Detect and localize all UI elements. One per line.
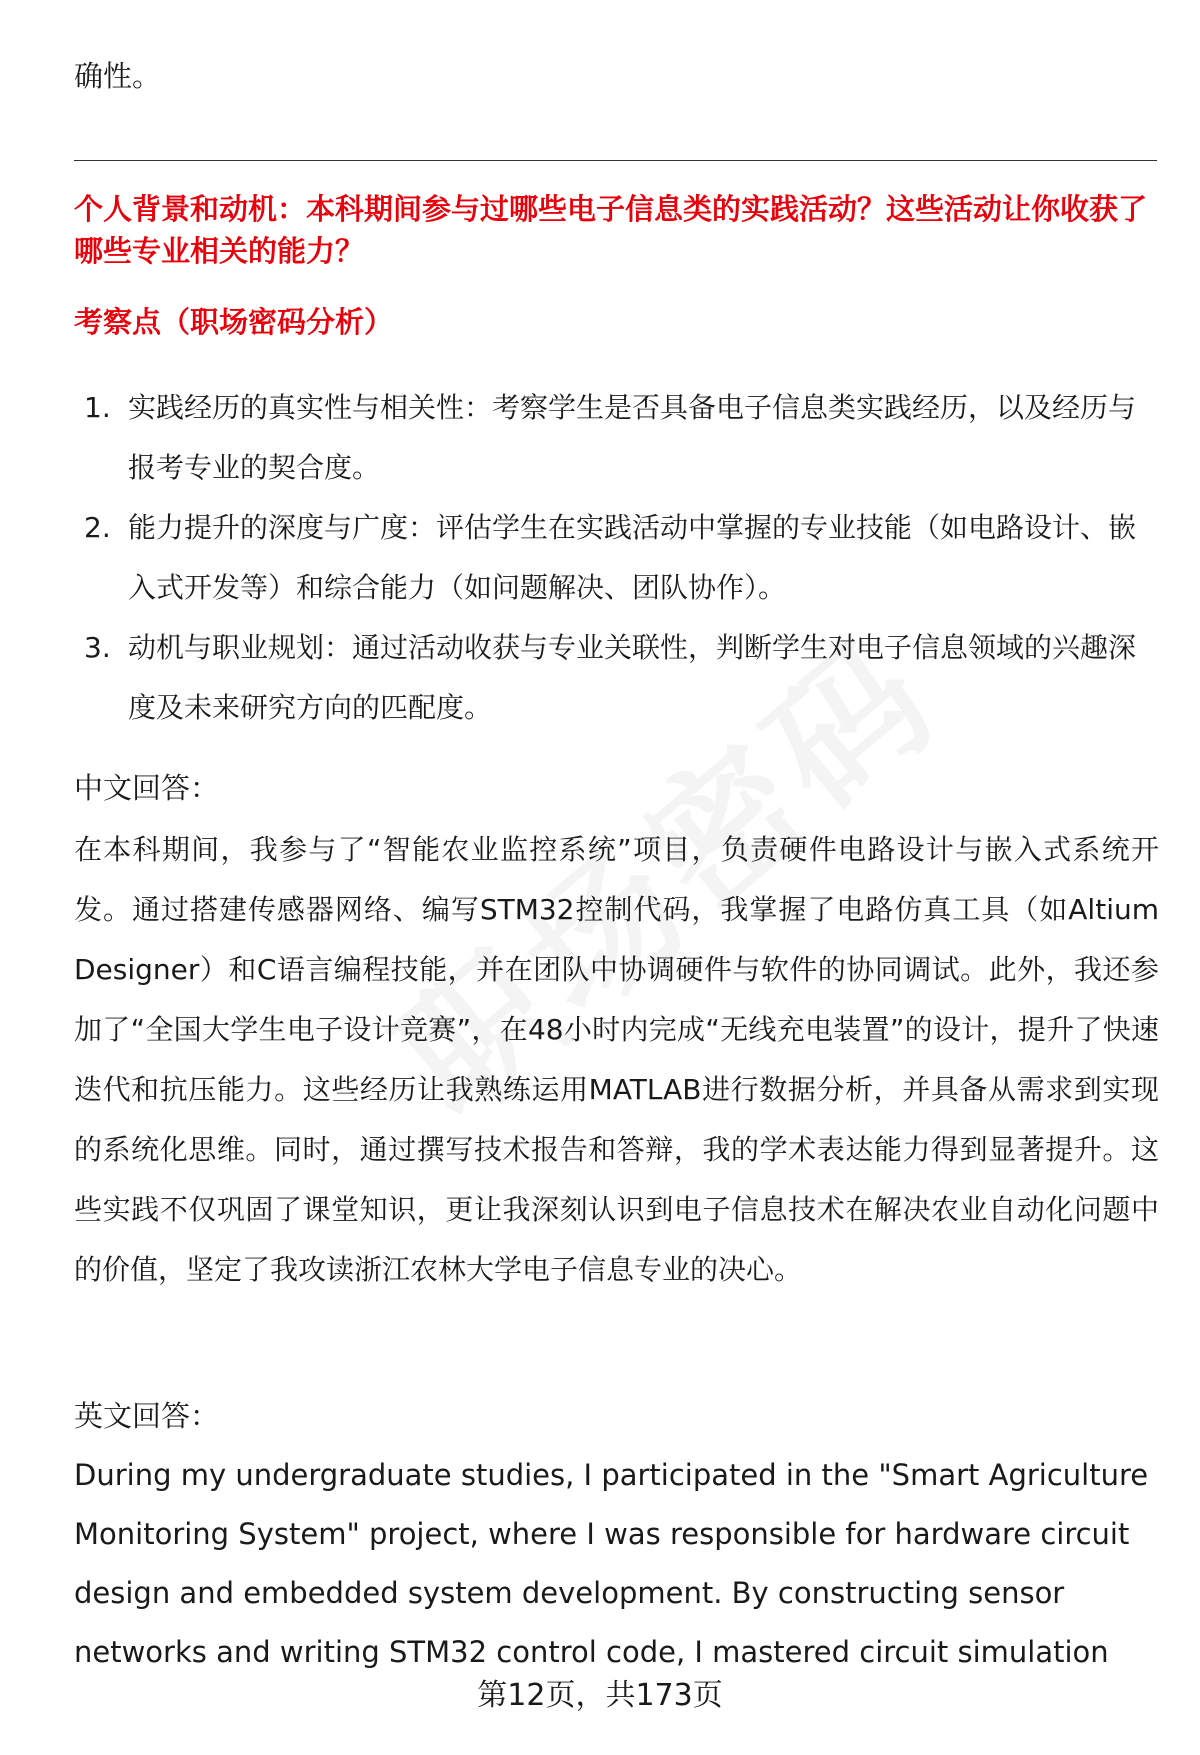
point-text: 能力提升的深度与广度：评估学生在实践活动中掌握的专业技能（如电路设计、嵌入式开发等）和综合能力（如问题解决、团队协作）。 [128, 511, 1137, 604]
continuation-text: 确性。 [74, 59, 162, 93]
point-number: 1. [84, 391, 111, 424]
chinese-answer-text: 在本科期间，我参与了“智能农业监控系统”项目，负责硬件电路设计与嵌入式系统开发。通过搭建传感器网络、编写STM32控制代码，我掌握了电路仿真工具（如Altium Designer）和C语言编程技能，并在团队中协调硬件与软件的协同调试。此外，我还参加了“全国大学生电子设计竞赛”，在48小时内完成“无线充电装置”的设计，提升了快速迭代和抗压能力。这些经历让我熟练运用MATLAB进行数据分析，并具备从需求到实现的系统化思维。同时，通过撰写技术报告和答辩，我的学术表达能力得到显著提升。这些实践不仅巩固了课堂知识，更让我深刻认识到电子信息技术在解决农业自动化问题中的价值，坚定了我攻读浙江农林大学电子信息专业的决心。 [74, 833, 1159, 1286]
analysis-point [74, 378, 1159, 498]
english-answer-label: 英文回答： [74, 1399, 220, 1433]
analysis-point [74, 498, 1159, 618]
page-number-footer: 第12页，共173页 [477, 1678, 723, 1713]
chinese-answer-label: 中文回答： [74, 771, 220, 805]
point-number: 2. [84, 511, 111, 544]
point-text: 实践经历的真实性与相关性：考察学生是否具备电子信息类实践经历，以及经历与报考专业的契合度。 [128, 391, 1137, 484]
analysis-heading: 考察点（职场密码分析） [74, 305, 394, 339]
english-answer-text: During my undergraduate studies, I participated in the "Smart Agriculture Monitoring System" project, where I was responsible for hardware circuit design and embedded system development. By constructing sensor networks and writing STM32 control code, I mastered circuit simulation [74, 1458, 1149, 1669]
analysis-points-list [74, 378, 1159, 738]
point-number: 3. [84, 631, 111, 664]
question-heading: 个人背景和动机：本科期间参与过哪些电子信息类的实践活动？这些活动让你收获了哪些专业相关的能力？ [74, 192, 1148, 268]
point-text: 动机与职业规划：通过活动收获与专业关联性，判断学生对电子信息领域的兴趣深度及未来研究方向的匹配度。 [128, 631, 1137, 724]
section-divider [74, 160, 1157, 161]
analysis-point [74, 618, 1159, 738]
